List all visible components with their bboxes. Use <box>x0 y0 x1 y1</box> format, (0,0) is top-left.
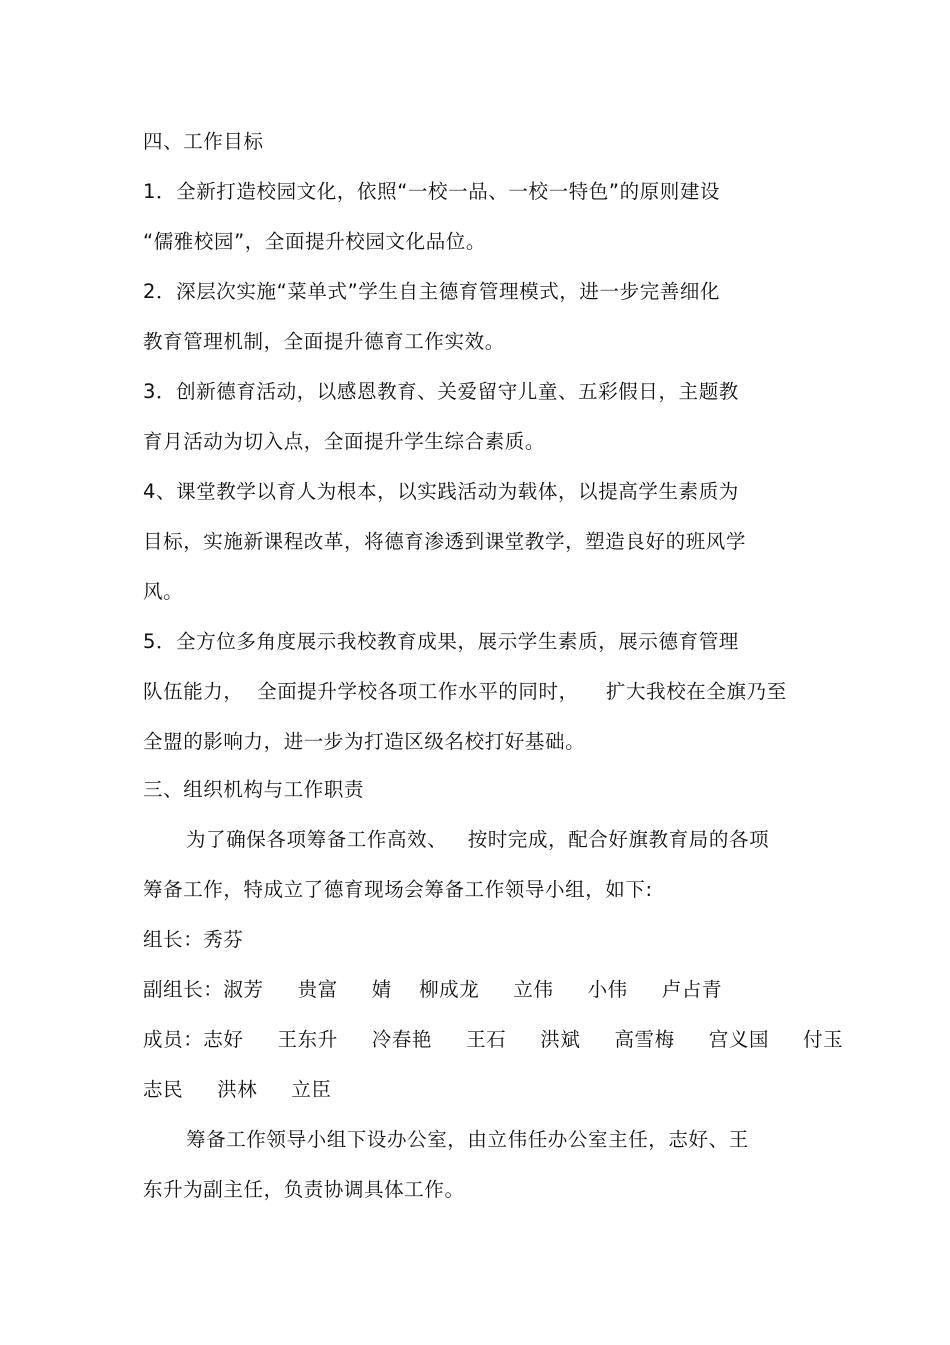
goal-5-line-2: 队伍能力， 全面提升学校各项工作水平的同时， 扩大我校在全旗乃至 <box>143 680 787 703</box>
goal-4-line-1: 4、课堂教学以育人为根本，以实践活动为载体，以提高学生素质为 <box>143 480 739 503</box>
paragraph-2-line-1: 筹备工作领导小组下设办公室，由立伟任办公室主任，志好、王 <box>186 1128 749 1151</box>
paragraph-1-line-1: 为了确保各项筹备工作高效、 按时完成，配合好旗教育局的各项 <box>186 828 770 851</box>
deputy-leaders-line: 副组长：淑芳 贵富 婧 柳成龙 立伟 小伟 卢占青 <box>143 978 723 1001</box>
goal-1-line-2: “儒雅校园”，全面提升校园文化品位。 <box>143 230 487 253</box>
goal-5-line-3: 全盟的影响力，进一步为打造区级名校打好基础。 <box>143 730 586 753</box>
leader-line: 组长：秀芬 <box>143 928 244 951</box>
paragraph-1-line-2: 筹备工作，特成立了德育现场会筹备工作领导小组，如下: <box>143 878 653 901</box>
members-line-1: 成员：志好 王东升 冷春艳 王石 洪斌 高雪梅 宫义国 付玉 <box>143 1028 844 1051</box>
goal-2-line-2: 教育管理机制，全面提升德育工作实效。 <box>143 330 505 353</box>
goal-3-line-2: 育月活动为切入点，全面提升学生综合素质。 <box>143 430 546 453</box>
goal-5-line-1: 5．全方位多角度展示我校教育成果，展示学生素质，展示德育管理 <box>143 630 739 653</box>
paragraph-2-line-2: 东升为副主任，负责协调具体工作。 <box>143 1178 465 1201</box>
section-heading-organization: 三、组织机构与工作职责 <box>143 778 365 801</box>
goal-4-line-2: 目标，实施新课程改革，将德育渗透到课堂教学，塑造良好的班风学 <box>143 530 747 553</box>
section-heading-goals: 四、工作目标 <box>143 130 264 153</box>
goal-2-line-1: 2．深层次实施“菜单式”学生自主德育管理模式，进一步完善细化 <box>143 280 721 303</box>
goal-1-line-1: 1．全新打造校园文化，依照“一校一品、一校一特色”的原则建设 <box>143 180 721 203</box>
members-line-2: 志民 洪林 立臣 <box>143 1078 332 1101</box>
goal-3-line-1: 3．创新德育活动，以感恩教育、关爱留守儿童、五彩假日，主题教 <box>143 380 739 403</box>
goal-4-line-3: 风。 <box>143 580 184 603</box>
